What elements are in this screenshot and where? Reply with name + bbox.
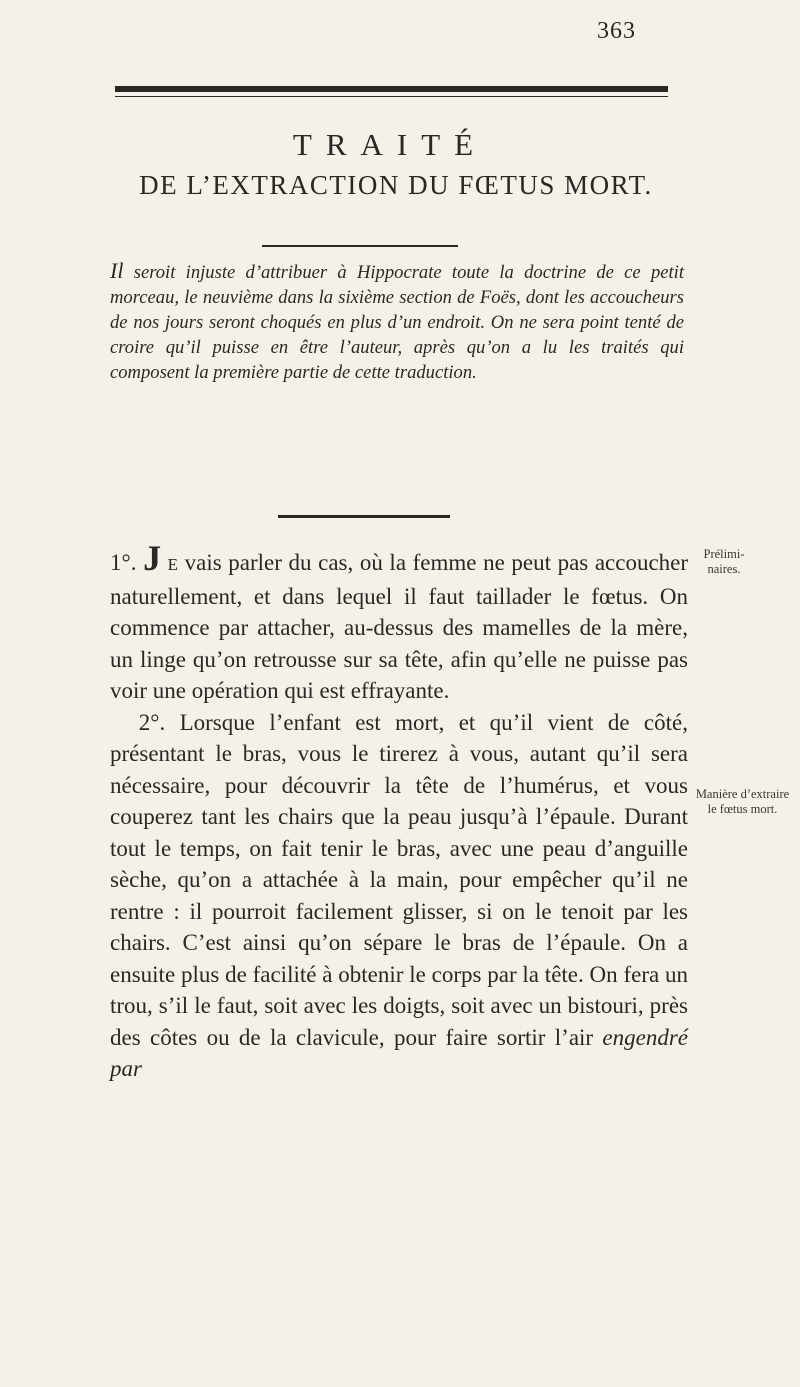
page-title: TRAITÉ (292, 126, 488, 162)
header-rule (115, 86, 668, 92)
title-divider (262, 245, 458, 247)
body-text (110, 540, 688, 1085)
page-number: 363 (597, 18, 636, 44)
paragraph-2-italic-end: engendré par (110, 1024, 688, 1081)
paragraph-1-number: 1°. (110, 550, 137, 575)
section-divider (278, 515, 450, 518)
paragraph-2 (110, 707, 688, 1085)
paragraph-1-text: vais parler du cas, où la femme ne peut pas accoucher naturellement, et dans lequel il faut taillader le fœtus. On commence par attacher, au-dessus des mamelles de la mère, un linge qu’on retrousse sur sa tête, afin qu’elle ne puisse pas voir une opération qui est effrayante. (110, 550, 689, 703)
intro-paragraph (110, 258, 684, 385)
dropcap: J (143, 538, 162, 578)
paragraph-1 (110, 540, 688, 707)
paragraph-2-text: Lorsque l’enfant est mort, et qu’il vient de côté, présentant le bras, vous le tirerez à vous, autant qu’il sera nécessaire, pour découvrir la tête de l’humérus, et vous couperez tant les chairs que la peau jusqu’à l’épaule. Durant tout le temps, on fait tenir le bras, avec une peau d’anguille sèche, qu’on a attachée à la main, pour empêcher qu’il ne rentre : il pourroit facilement glisser, si on le tenoit par les chairs. C’est ainsi qu’on sépare le bras de l’épaule. On a ensuite plus de facilité à obtenir le corps par la tête. On fera un trou, s’il le faut, soit avec les doigts, soit avec un bistouri, près des côtes ou de la clavicule, pour faire sortir l’air (110, 709, 688, 1050)
margin-note-preliminaires: Prélimi-naires. (703, 547, 745, 576)
intro-lead-word: Il (110, 258, 124, 283)
smallcap: E (167, 555, 179, 574)
page-subtitle: DE L’EXTRACTION DU FŒTUS MORT. (139, 170, 653, 200)
margin-note-maniere: Manière d’extraire le fœtus mort. (695, 787, 790, 816)
intro-text: seroit injuste d’attribuer à Hippocrate toute la doctrine de ce petit morceau, le neuvième dans la sixième section de Foës, dont les accoucheurs de nos jours seront choqués en plus d’un endroit. On ne sera point tenté de croire qu’il puisse en être l’auteur, après qu’on a lu les traités qui composent la première partie de cette traduction. (110, 262, 684, 383)
paragraph-2-number: 2°. (138, 709, 166, 735)
